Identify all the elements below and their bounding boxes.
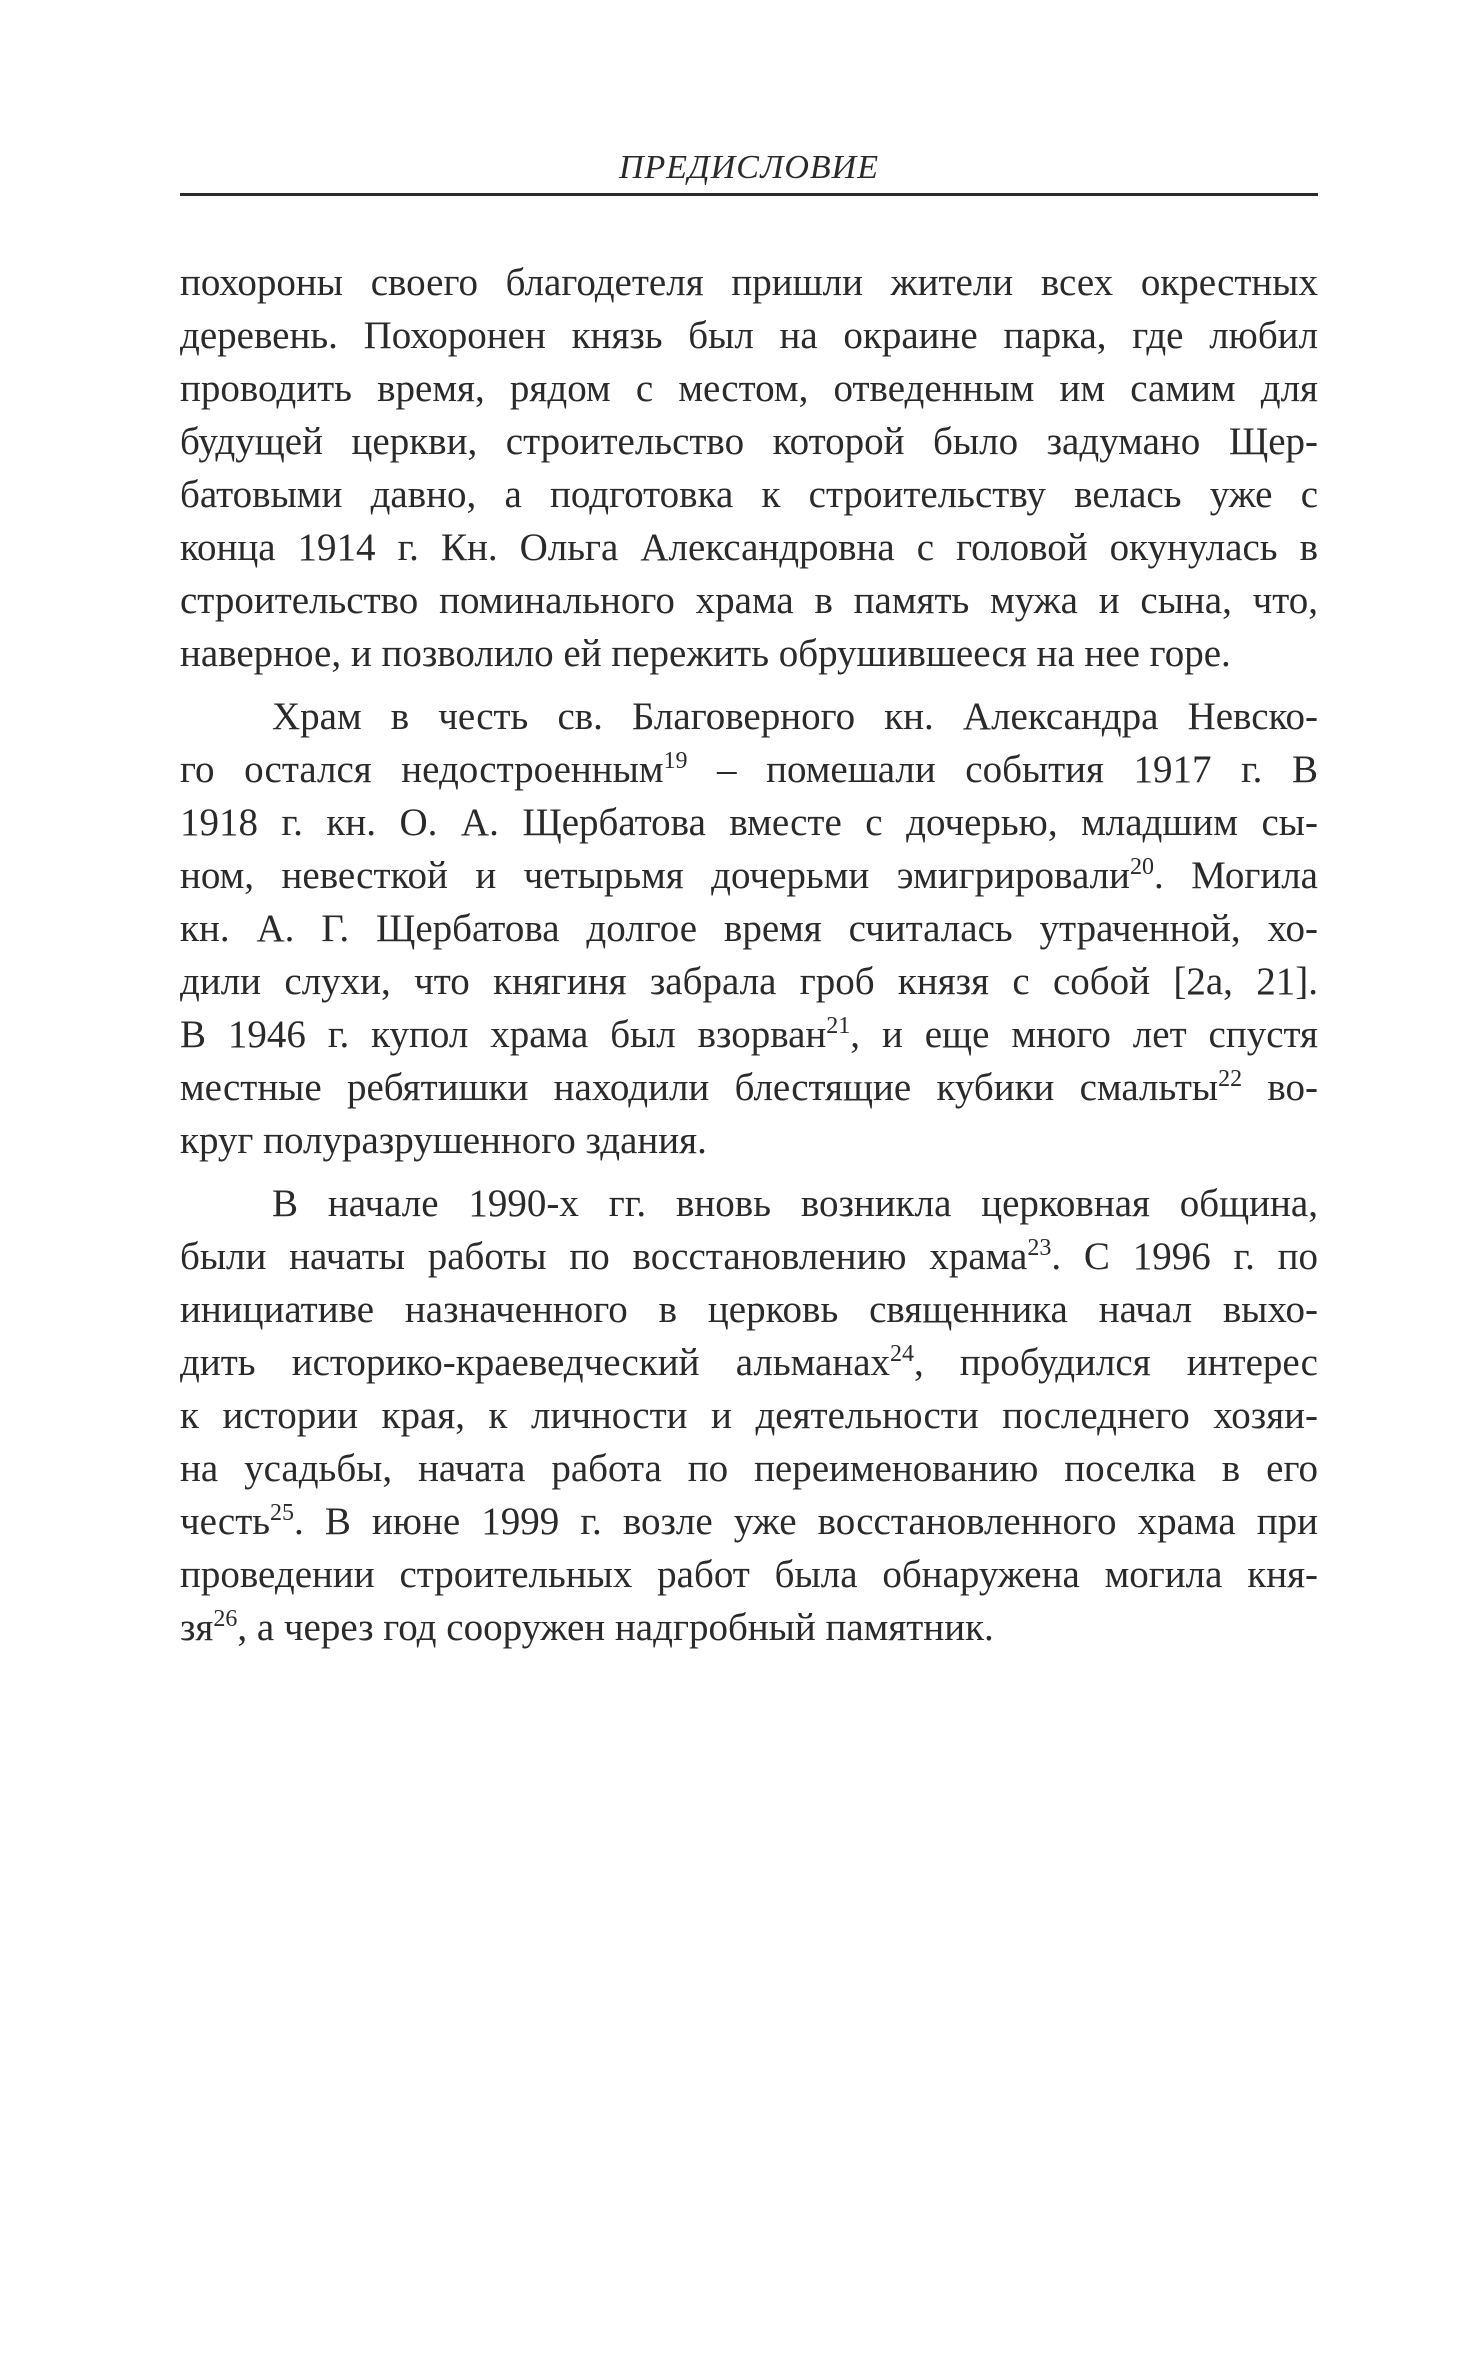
text-line: батовыми давно, а подготовка к строительству велась уже с xyxy=(180,473,1318,516)
text-line: конца 1914 г. Кн. Ольга Александровна с головой окунулась в xyxy=(180,526,1318,569)
text-line: проведении строительных работ была обнаружена могила кня- xyxy=(180,1553,1318,1596)
text-line: го остался недостроенным$^{19}$ – помешали события 1917 г. В xyxy=(180,748,1318,791)
paragraph xyxy=(180,1177,1318,1654)
running-head-title: ПРЕДИСЛОВИЕ xyxy=(618,149,880,186)
header-rule xyxy=(180,193,1318,196)
text-line: будущей церкви, строительство которой было задумано Щер- xyxy=(180,420,1318,463)
text-line: В начале 1990-х гг. вновь возникла церковная община, xyxy=(272,1182,1318,1225)
text-line: честь$^{25}$. В июне 1999 г. возле уже восстановленного храма при xyxy=(180,1500,1318,1543)
footnote-ref: 25 xyxy=(270,1500,295,1526)
text-line: местные ребятишки находили блестящие кубики смальты$^{22}$ во- xyxy=(180,1066,1319,1109)
text-line: были начаты работы по восстановлению храма$^{23}$. С 1996 г. по xyxy=(180,1235,1318,1278)
text-line: наверное, и позволило ей пережить обрушившееся на нее горе. xyxy=(180,632,1231,675)
text-line: кн. А. Г. Щербатова долгое время считалась утраченной, хо- xyxy=(180,907,1318,950)
text-line: Храм в честь св. Благоверного кн. Александра Невско- xyxy=(272,695,1318,738)
text-line: дить историко-краеведческий альманах$^{24}$, пробудился интерес xyxy=(180,1341,1318,1384)
text-line: инициативе назначенного в церковь священника начал выхо- xyxy=(180,1288,1318,1331)
text-line: зя$^{26}$, а через год сооружен надгробный памятник. xyxy=(180,1606,994,1649)
text-line: к истории края, к личности и деятельности последнего хозяи- xyxy=(180,1394,1318,1437)
footnote-ref: 26 xyxy=(213,1606,238,1632)
text-line: В 1946 г. купол храма был взорван$^{21}$, и еще много лет спустя xyxy=(180,1013,1318,1056)
footnote-ref: 19 xyxy=(663,748,688,774)
text-line: строительство поминального храма в память мужа и сына, что, xyxy=(180,579,1318,622)
text-line: круг полуразрушенного здания. xyxy=(180,1119,707,1162)
footnote-ref: 21 xyxy=(826,1013,851,1039)
text-line: деревень. Похоронен князь был на окраине парка, где любил xyxy=(180,314,1318,357)
footnote-ref: 22 xyxy=(1218,1066,1243,1092)
text-line: ном, невесткой и четырьмя дочерьми эмигрировали$^{20}$. Могила xyxy=(180,854,1318,897)
paragraph xyxy=(180,690,1318,1167)
text-line: дили слухи, что княгиня забрала гроб князя с собой [2а, 21]. xyxy=(180,960,1318,1003)
text-line: похороны своего благодетеля пришли жители всех окрестных xyxy=(180,261,1318,304)
text-line: проводить время, рядом с местом, отведенным им самим для xyxy=(180,367,1318,410)
footnote-ref: 20 xyxy=(1129,854,1154,880)
body-text xyxy=(180,256,1318,1654)
text-line: на усадьбы, начата работа по переименованию поселка в его xyxy=(180,1447,1318,1490)
footnote-ref: 23 xyxy=(1027,1235,1052,1261)
footnote-ref: 24 xyxy=(890,1341,915,1367)
paragraph xyxy=(180,256,1318,680)
text-line: 1918 г. кн. О. А. Щербатова вместе с дочерью, младшим сы- xyxy=(180,801,1318,844)
